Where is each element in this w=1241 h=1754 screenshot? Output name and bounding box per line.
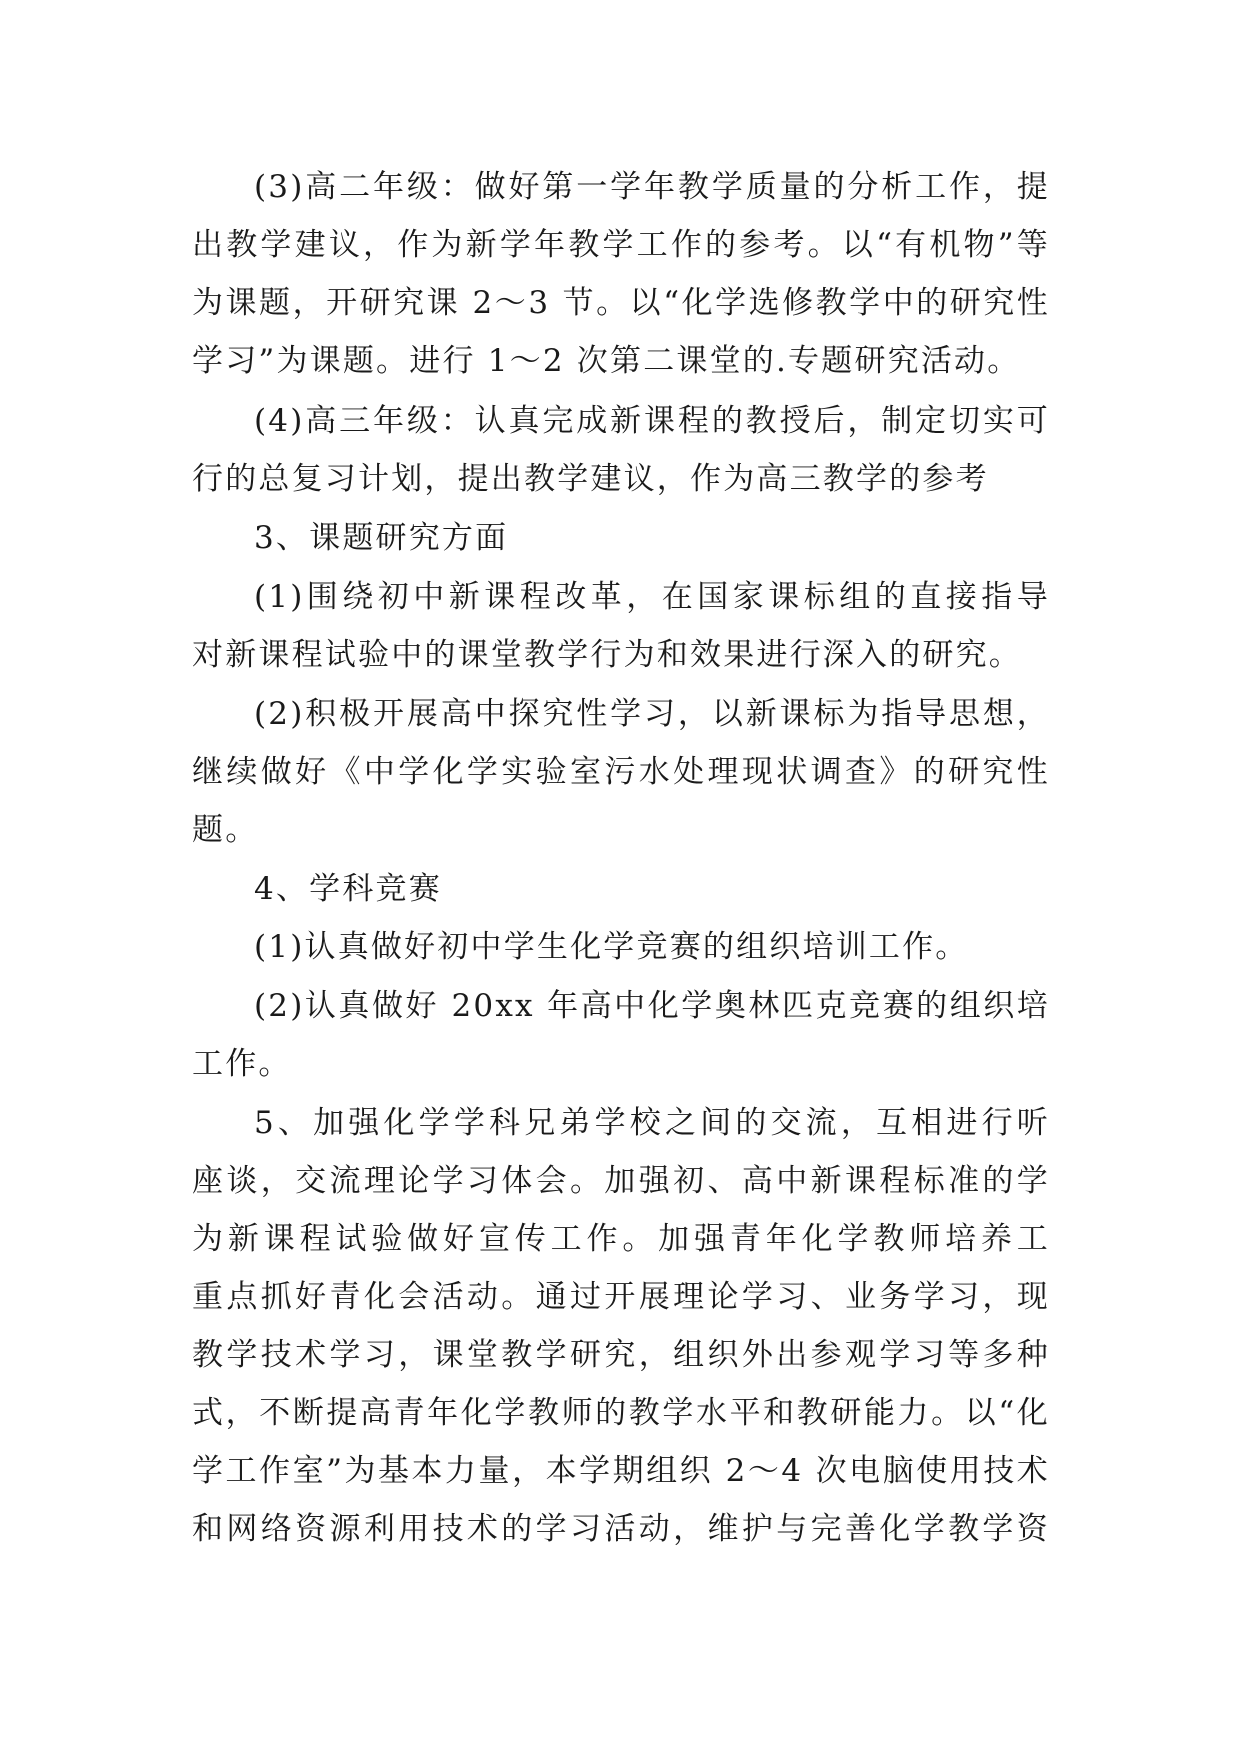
text-line: 题。 [192, 812, 259, 848]
text-line: 座谈，交流理论学习体会。加强初、高中新课程标准的学 [192, 1163, 1050, 1199]
text-line: 继续做好《中学化学实验室污水处理现状调查》的研究性 [192, 754, 1050, 790]
text-line: 5、加强化学学科兄弟学校之间的交流，互相进行听 [254, 1105, 1050, 1141]
text-line: (1)围绕初中新课程改革，在国家课标组的直接指导 [254, 579, 1050, 615]
text-line: 学工作室”为基本力量，本学期组织 2～4 次电脑使用技术 [192, 1453, 1050, 1489]
text-line: (2)认真做好 20xx 年高中化学奥林匹克竞赛的组织培 [254, 988, 1050, 1024]
text-line: (1)认真做好初中学生化学竞赛的组织培训工作。 [254, 929, 969, 965]
section-heading: 3、课题研究方面 [254, 520, 509, 556]
text-line: 工作。 [192, 1046, 292, 1082]
text-line: 对新课程试验中的课堂教学行为和效果进行深入的研究。 [192, 637, 1022, 673]
text-line: 教学技术学习，课堂教学研究，组织外出参观学习等多种 [192, 1337, 1050, 1373]
section-heading: 4、学科竞赛 [254, 871, 442, 907]
text-line: 重点抓好青化会活动。通过开展理论学习、业务学习，现 [192, 1279, 1050, 1315]
text-line: 为新课程试验做好宣传工作。加强青年化学教师培养工 [192, 1221, 1050, 1257]
text-line: (2)积极开展高中探究性学习，以新课标为指导思想， [254, 696, 1050, 732]
text-line: 和网络资源利用技术的学习活动，维护与完善化学教学资 [192, 1511, 1050, 1547]
text-line: 式，不断提高青年化学教师的教学水平和教研能力。以“化 [192, 1395, 1050, 1431]
text-line: (3)高二年级：做好第一学年教学质量的分析工作，提 [254, 169, 1050, 205]
text-line: (4)高三年级：认真完成新课程的教授后，制定切实可 [254, 403, 1050, 439]
text-line: 行的总复习计划，提出教学建议，作为高三教学的参考 [192, 461, 989, 497]
text-line: 为课题，开研究课 2～3 节。以“化学选修教学中的研究性 [192, 285, 1050, 321]
text-line: 学习”为课题。进行 1～2 次第二课堂的.专题研究活动。 [192, 343, 1021, 379]
text-line: 出教学建议，作为新学年教学工作的参考。以“有机物”等 [192, 227, 1050, 263]
